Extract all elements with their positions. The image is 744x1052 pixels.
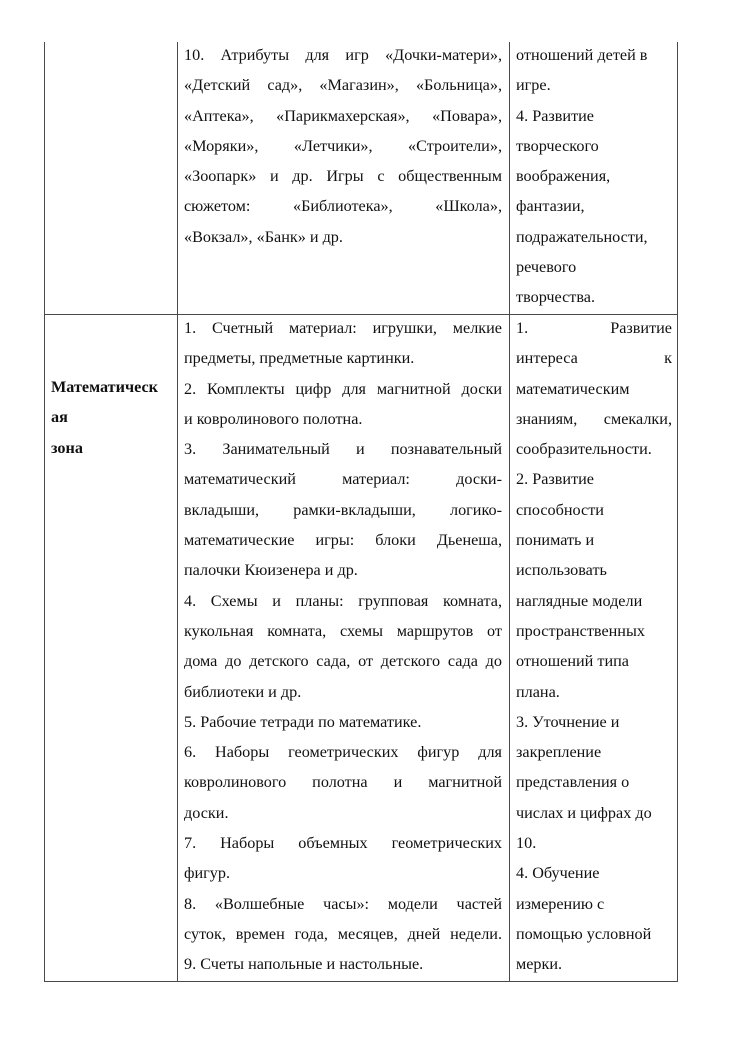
- text-line: 3. Уточнение и: [516, 712, 620, 731]
- text-line: представления о: [516, 773, 630, 792]
- text-line: библиотеки и др.: [184, 682, 302, 701]
- text-line: закрепление: [516, 743, 602, 762]
- table-border-right: [677, 42, 678, 982]
- text-line: творчества.: [516, 288, 596, 307]
- text-line: пространственных: [516, 621, 645, 640]
- table-border-bottom: [44, 981, 678, 982]
- row-2-materials-cell: [184, 313, 502, 980]
- text-line: отношений детей в: [516, 46, 648, 64]
- text-line: 7. Наборы объемных геометрических: [184, 834, 502, 853]
- text-line: дома до детского сада, от детского сада до: [184, 652, 502, 671]
- text-line: 10.: [516, 834, 537, 853]
- text-line: математический материал: доски-: [184, 470, 502, 489]
- text-line: «Аптека», «Парикмахерская», «Повара»,: [184, 106, 502, 125]
- text-line: речевого: [516, 258, 577, 277]
- text-line: суток, времен года, месяцев, дней недели.: [184, 924, 502, 943]
- text-line: 4. Схемы и планы: групповая комната,: [184, 591, 502, 610]
- text-line: вкладыши, рамки-вкладыши, логико-: [184, 500, 502, 519]
- text-line: измерению с: [516, 894, 605, 913]
- text-line: 2. Развитие: [516, 470, 594, 489]
- text-line: математические игры: блоки Дьенеша,: [184, 531, 502, 550]
- text-line: 6. Наборы геометрических фигур для: [184, 743, 502, 762]
- text-line: игре.: [516, 76, 551, 95]
- text-line: предметы, предметные картинки.: [184, 349, 415, 368]
- text-line: 2. Комплекты цифр для магнитной доски: [184, 379, 502, 398]
- text-line: «Вокзал», «Банк» и др.: [184, 227, 343, 246]
- text-line: 3. Занимательный и познавательный: [184, 440, 502, 459]
- zone-name-line: зона: [51, 438, 83, 457]
- text-line: способности: [516, 500, 604, 519]
- row-1-materials-cell: [184, 40, 502, 252]
- text-line: творческого: [516, 136, 599, 155]
- text-line: палочки Кюизенера и др.: [184, 561, 358, 580]
- text-line: 10. Атрибуты для игр «Дочки-матери»,: [184, 46, 502, 64]
- text-line: понимать и: [516, 531, 595, 550]
- text-line: помощью условной: [516, 924, 652, 943]
- text-line: ковролинового полотна и магнитной: [184, 773, 502, 792]
- text-line: интереса к: [516, 349, 672, 368]
- row-1-goals-cell: [516, 40, 672, 313]
- text-line: сюжетом: «Библиотека», «Школа»,: [184, 197, 502, 216]
- text-line: «Зоопарк» и др. Игры с общественным: [184, 167, 502, 186]
- text-line: 4. Обучение: [516, 864, 600, 883]
- text-line: доски.: [184, 803, 229, 822]
- table-border-left: [44, 42, 45, 982]
- text-line: отношений типа: [516, 652, 629, 671]
- text-line: математическим: [516, 379, 630, 398]
- text-line: 1. Счетный материал: игрушки, мелкие: [184, 319, 502, 337]
- text-line: числах и цифрах до: [516, 803, 652, 822]
- zone-name-line: Математическ: [51, 378, 158, 396]
- text-line: 8. «Волшебные часы»: модели частей: [184, 894, 502, 913]
- text-line: фигур.: [184, 864, 231, 883]
- column-divider-1: [177, 42, 178, 982]
- zone-name-cell: [51, 372, 175, 463]
- text-line: 9. Счеты напольные и настольные.: [184, 955, 424, 974]
- text-line: подражательности,: [516, 227, 648, 246]
- text-line: «Моряки», «Летчики», «Строители»,: [184, 136, 502, 155]
- text-line: 5. Рабочие тетради по математике.: [184, 712, 422, 731]
- column-divider-2: [509, 42, 510, 982]
- text-line: 4. Развитие: [516, 106, 594, 125]
- text-line: 1. Развитие: [516, 319, 672, 337]
- text-line: сообразительности.: [516, 440, 652, 459]
- zone-name-line: ая: [51, 408, 68, 427]
- text-line: и ковролинового полотна.: [184, 409, 363, 428]
- text-line: плана.: [516, 682, 560, 701]
- row-2-goals-cell: [516, 313, 672, 980]
- text-line: кукольная комната, схемы маршрутов от: [184, 621, 502, 640]
- text-line: воображения,: [516, 167, 611, 186]
- text-line: мерки.: [516, 955, 563, 974]
- text-line: «Детский сад», «Магазин», «Больница»,: [184, 76, 502, 95]
- text-line: использовать: [516, 561, 607, 580]
- text-line: наглядные модели: [516, 591, 643, 610]
- text-line: знаниям, смекалки,: [516, 409, 672, 428]
- text-line: фантазии,: [516, 197, 585, 216]
